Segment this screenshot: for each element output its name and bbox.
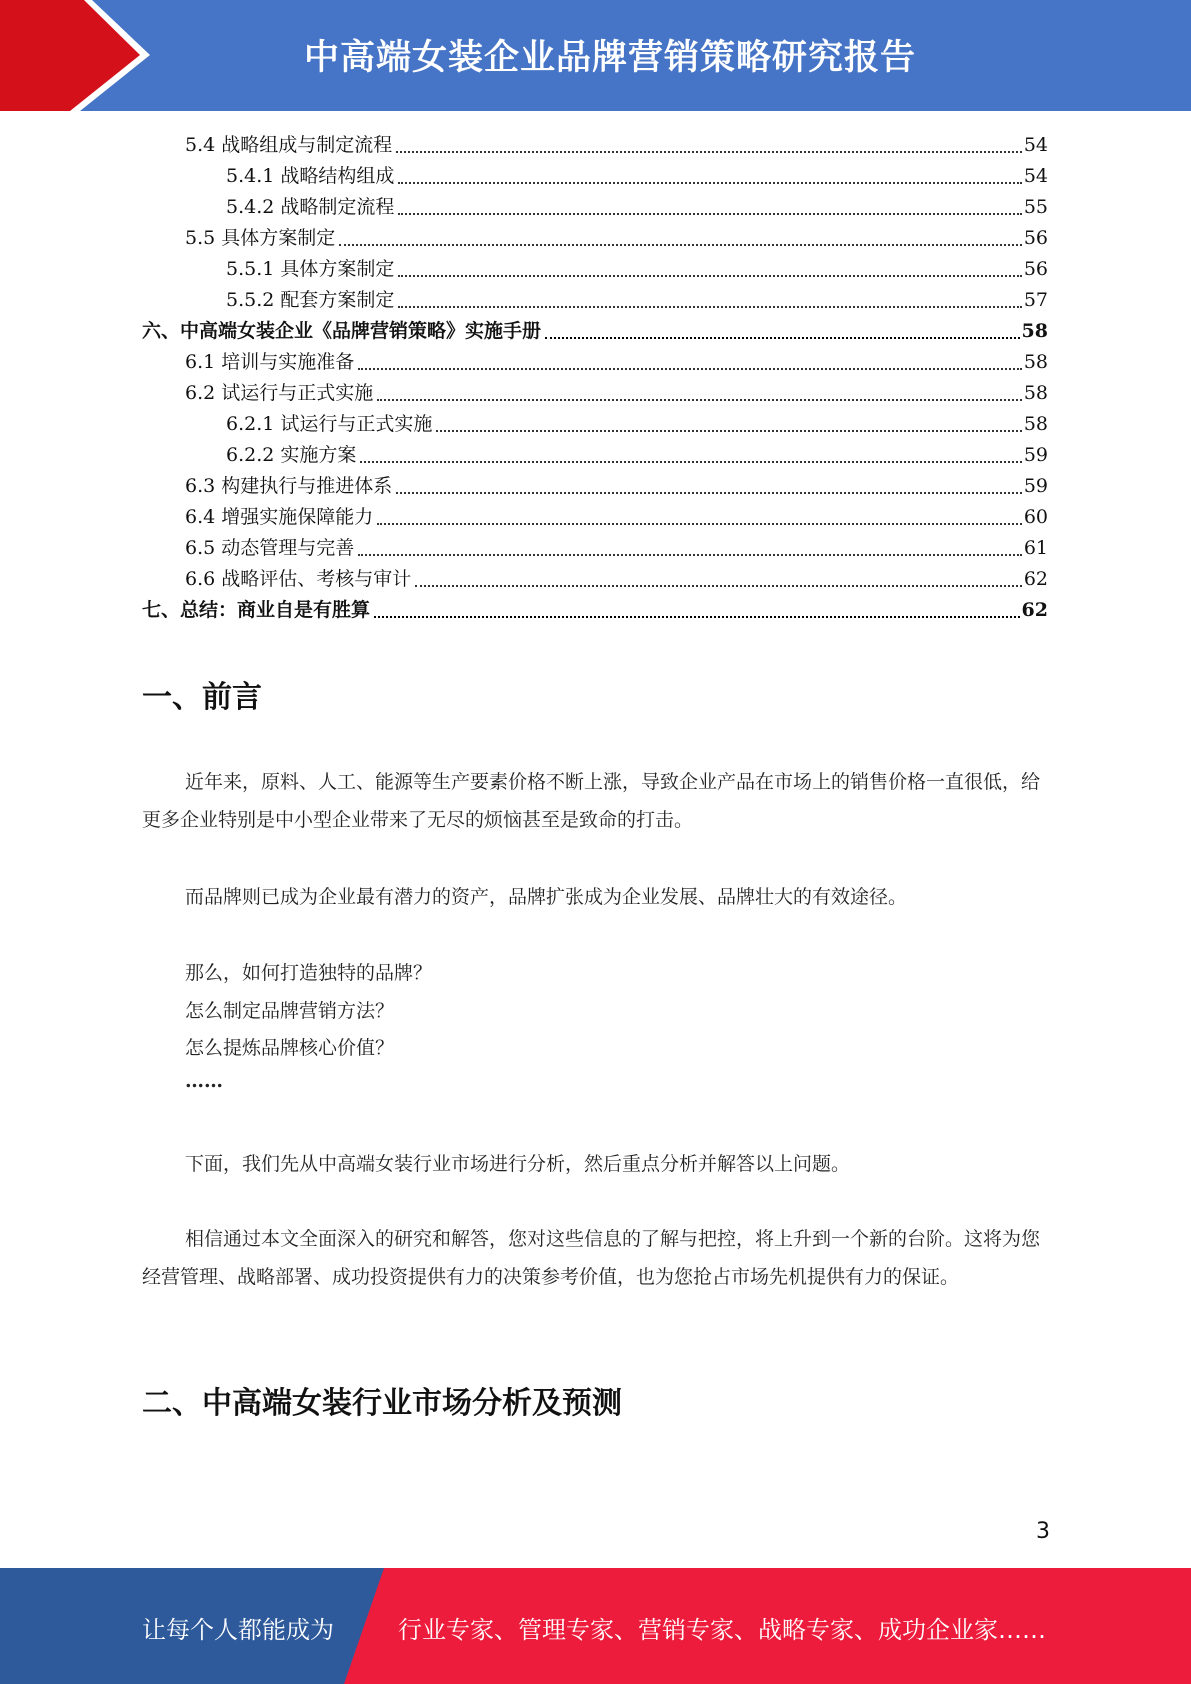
toc-entry[interactable] bbox=[185, 561, 1048, 591]
toc-leader bbox=[415, 585, 1022, 587]
toc-page-number: 56 bbox=[1023, 227, 1048, 249]
toc-entry-title: 5.5.1 具体方案制定 bbox=[226, 258, 395, 280]
toc-entry[interactable] bbox=[226, 189, 1048, 219]
preface-question-2: 怎么制定品牌营销方法？ bbox=[185, 1000, 395, 1022]
preface-paragraph-1: 近年来，原料、人工、能源等生产要素价格不断上涨，导致企业产品在市场上的销售价格一直很低，给更多企业特别是中小型企业带来了无尽的烦恼甚至是致命的打击。 bbox=[142, 771, 1041, 831]
toc-page-number: 60 bbox=[1023, 506, 1048, 528]
toc-leader bbox=[358, 554, 1022, 556]
toc-entry[interactable] bbox=[185, 344, 1048, 374]
preface-ellipsis: …… bbox=[185, 1070, 223, 1092]
toc-entry[interactable] bbox=[226, 406, 1048, 436]
toc-entry[interactable] bbox=[185, 127, 1048, 157]
toc-entry-title: 6.2.1 试运行与正式实施 bbox=[226, 413, 433, 435]
toc-entry[interactable] bbox=[226, 251, 1048, 281]
toc-leader bbox=[358, 368, 1022, 370]
toc-page-number: 58 bbox=[1023, 413, 1048, 435]
toc-entry[interactable] bbox=[185, 375, 1048, 405]
toc-entry[interactable] bbox=[226, 437, 1048, 467]
toc-leader bbox=[545, 337, 1020, 339]
toc-entry-title: 六、中高端女装企业《品牌营销策略》实施手册 bbox=[142, 320, 542, 342]
toc-leader bbox=[398, 306, 1021, 308]
toc-page-number: 54 bbox=[1023, 134, 1048, 156]
toc-entry[interactable] bbox=[226, 158, 1048, 188]
toc-leader bbox=[377, 523, 1022, 525]
toc-leader bbox=[398, 213, 1021, 215]
toc-entry[interactable] bbox=[185, 220, 1048, 250]
toc-page-number: 62 bbox=[1021, 599, 1048, 621]
toc-entry[interactable] bbox=[185, 499, 1048, 529]
toc-page-number: 59 bbox=[1023, 475, 1048, 497]
toc-entry-title: 5.5.2 配套方案制定 bbox=[226, 289, 395, 311]
footer-slogan-left: 让每个人都能成为 bbox=[142, 1616, 334, 1644]
toc-page-number: 62 bbox=[1023, 568, 1048, 590]
toc-entry-title: 6.2.2 实施方案 bbox=[226, 444, 357, 466]
toc-page-number: 58 bbox=[1023, 351, 1048, 373]
toc-entry-title: 6.1 培训与实施准备 bbox=[185, 351, 355, 373]
section-heading-preface: 一、前言 bbox=[142, 680, 262, 715]
toc-page-number: 59 bbox=[1023, 444, 1048, 466]
page-number: 3 bbox=[1036, 1519, 1050, 1544]
toc-entry-title: 6.5 动态管理与完善 bbox=[185, 537, 355, 559]
report-title: 中高端女装企业品牌营销策略研究报告 bbox=[303, 38, 916, 78]
toc-entry-title: 6.4 增强实施保障能力 bbox=[185, 506, 374, 528]
toc-page-number: 56 bbox=[1023, 258, 1048, 280]
toc-leader bbox=[396, 151, 1022, 153]
toc-page-number: 55 bbox=[1023, 196, 1048, 218]
page-header bbox=[0, 0, 1191, 111]
preface-paragraph-2: 而品牌则已成为企业最有潜力的资产，品牌扩张成为企业发展、品牌壮大的有效途径。 bbox=[185, 886, 908, 908]
toc-page-number: 61 bbox=[1023, 537, 1048, 559]
toc-leader bbox=[339, 244, 1022, 246]
toc-page-number: 58 bbox=[1023, 382, 1048, 404]
preface-question-1: 那么，如何打造独特的品牌？ bbox=[185, 962, 433, 984]
toc-entry[interactable] bbox=[226, 282, 1048, 312]
toc-page-number: 54 bbox=[1023, 165, 1048, 187]
toc-entry-title: 5.4.1 战略结构组成 bbox=[226, 165, 395, 187]
toc-leader bbox=[377, 399, 1022, 401]
preface-question-3: 怎么提炼品牌核心价值？ bbox=[185, 1037, 395, 1059]
toc-entry-title: 5.5 具体方案制定 bbox=[185, 227, 336, 249]
toc-entry[interactable] bbox=[185, 468, 1048, 498]
toc-leader bbox=[398, 182, 1021, 184]
toc-leader bbox=[436, 430, 1021, 432]
section-heading-market-analysis: 二、中高端女装行业市场分析及预测 bbox=[142, 1386, 622, 1421]
toc-entry-title: 6.6 战略评估、考核与审计 bbox=[185, 568, 412, 590]
toc-leader bbox=[374, 616, 1020, 618]
toc-entry[interactable] bbox=[142, 313, 1048, 343]
toc-page-number: 58 bbox=[1021, 320, 1048, 342]
toc-entry[interactable] bbox=[185, 530, 1048, 560]
toc-entry-title: 七、总结：商业自是有胜算 bbox=[142, 599, 371, 621]
toc-entry-title: 5.4.2 战略制定流程 bbox=[226, 196, 395, 218]
preface-paragraph-3: 下面，我们先从中高端女装行业市场进行分析，然后重点分析并解答以上问题。 bbox=[185, 1153, 851, 1175]
toc-entry[interactable] bbox=[142, 592, 1048, 622]
toc-leader bbox=[396, 492, 1022, 494]
toc-leader bbox=[360, 461, 1021, 463]
toc-entry-title: 5.4 战略组成与制定流程 bbox=[185, 134, 393, 156]
preface-paragraph-4: 相信通过本文全面深入的研究和解答，您对这些信息的了解与把控，将上升到一个新的台阶。这将为您经营管理、战略部署、成功投资提供有力的决策参考价值，也为您抢占市场先机提供有力的保证。 bbox=[142, 1228, 1041, 1288]
toc-entry-title: 6.3 构建执行与推进体系 bbox=[185, 475, 393, 497]
toc-page-number: 57 bbox=[1023, 289, 1048, 311]
footer-slogan-right: 行业专家、管理专家、营销专家、战略专家、成功企业家…… bbox=[398, 1616, 1046, 1644]
toc-entry-title: 6.2 试运行与正式实施 bbox=[185, 382, 374, 404]
header-chevron-decoration bbox=[0, 0, 150, 111]
toc-leader bbox=[398, 275, 1021, 277]
page-footer bbox=[0, 1568, 1191, 1684]
